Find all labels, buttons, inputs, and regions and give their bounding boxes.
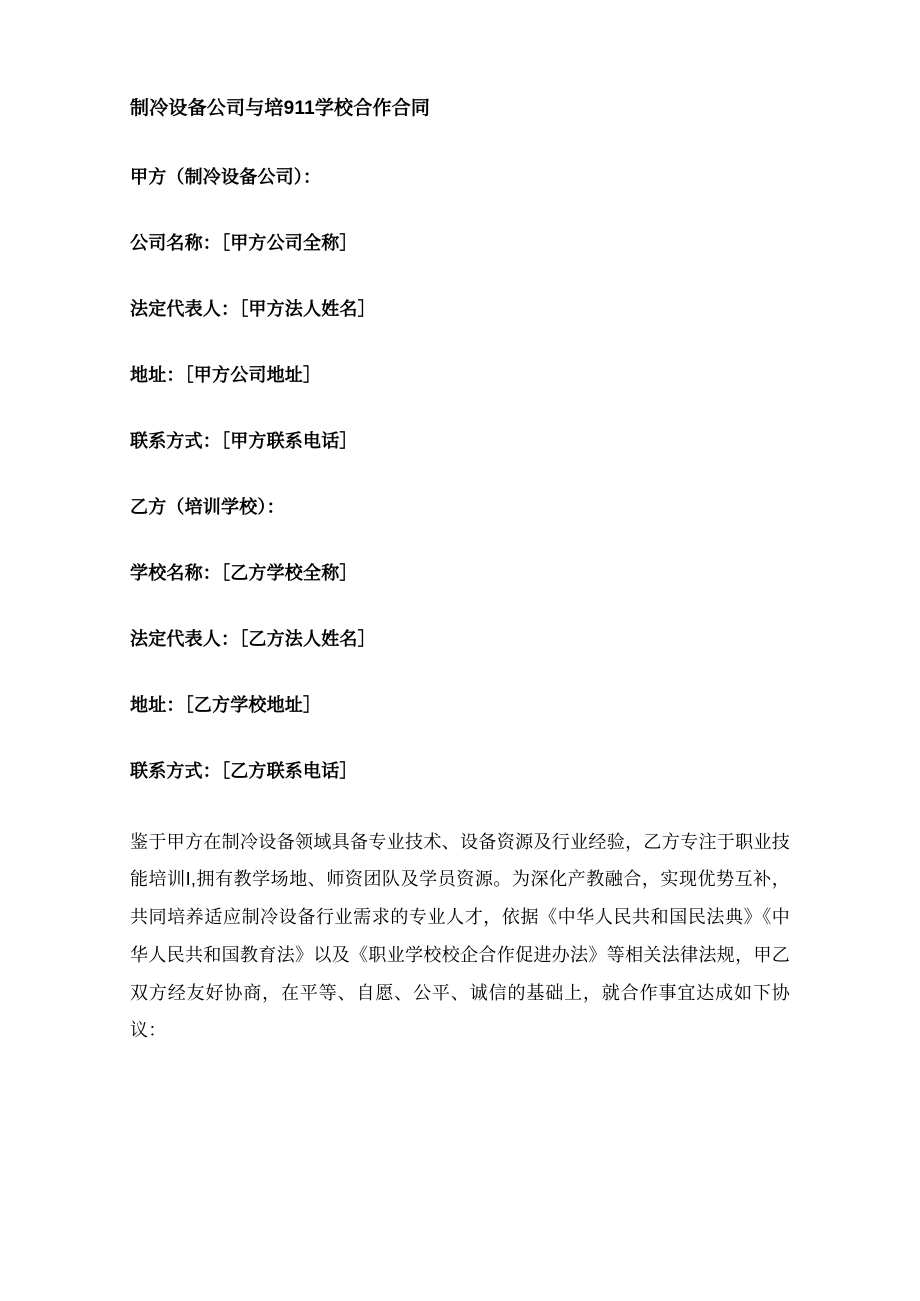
- party-b-school-name: 学校名称：［乙方学校全称］: [130, 562, 358, 583]
- party-b-contact: 联系方式：［乙方联系电话］: [130, 760, 358, 781]
- party-a-legal-representative: 法定代表人：［甲方法人姓名］: [130, 298, 376, 319]
- party-a-company-name: 公司名称：［甲方公司全称］: [130, 232, 358, 253]
- party-b-legal-representative: 法定代表人：［乙方法人姓名］: [130, 628, 376, 649]
- party-a-heading: 甲方（制冷设备公司）：: [130, 166, 322, 187]
- page-title: 制冷设备公司与培911学校合作合同: [130, 98, 431, 119]
- party-a-address: 地址：［甲方公司地址］: [130, 364, 322, 385]
- party-a-contact: 联系方式：［甲方联系电话］: [130, 430, 358, 451]
- party-b-heading: 乙方（培训学校）：: [130, 496, 285, 517]
- party-b-address: 地址：［乙方学校地址］: [130, 694, 322, 715]
- preamble-paragraph: 鉴于甲方在制冷设备领域具备专业技术、设备资源及行业经验，乙方专注于职业技能培训I,拥有教学场地、师资团队及学员资源。为深化产教融合，实现优势互补，共同培养适应制冷设备行业需求的专业人才，依据《中华人民共和国民法典》《中华人民共和国教育法》以及《职业学校校企合作促进办法》等相关法律法规，甲乙双方经友好协商，在平等、自愿、公平、诚信的基础上，就合作事宜达成如下协议：: [130, 831, 790, 1041]
